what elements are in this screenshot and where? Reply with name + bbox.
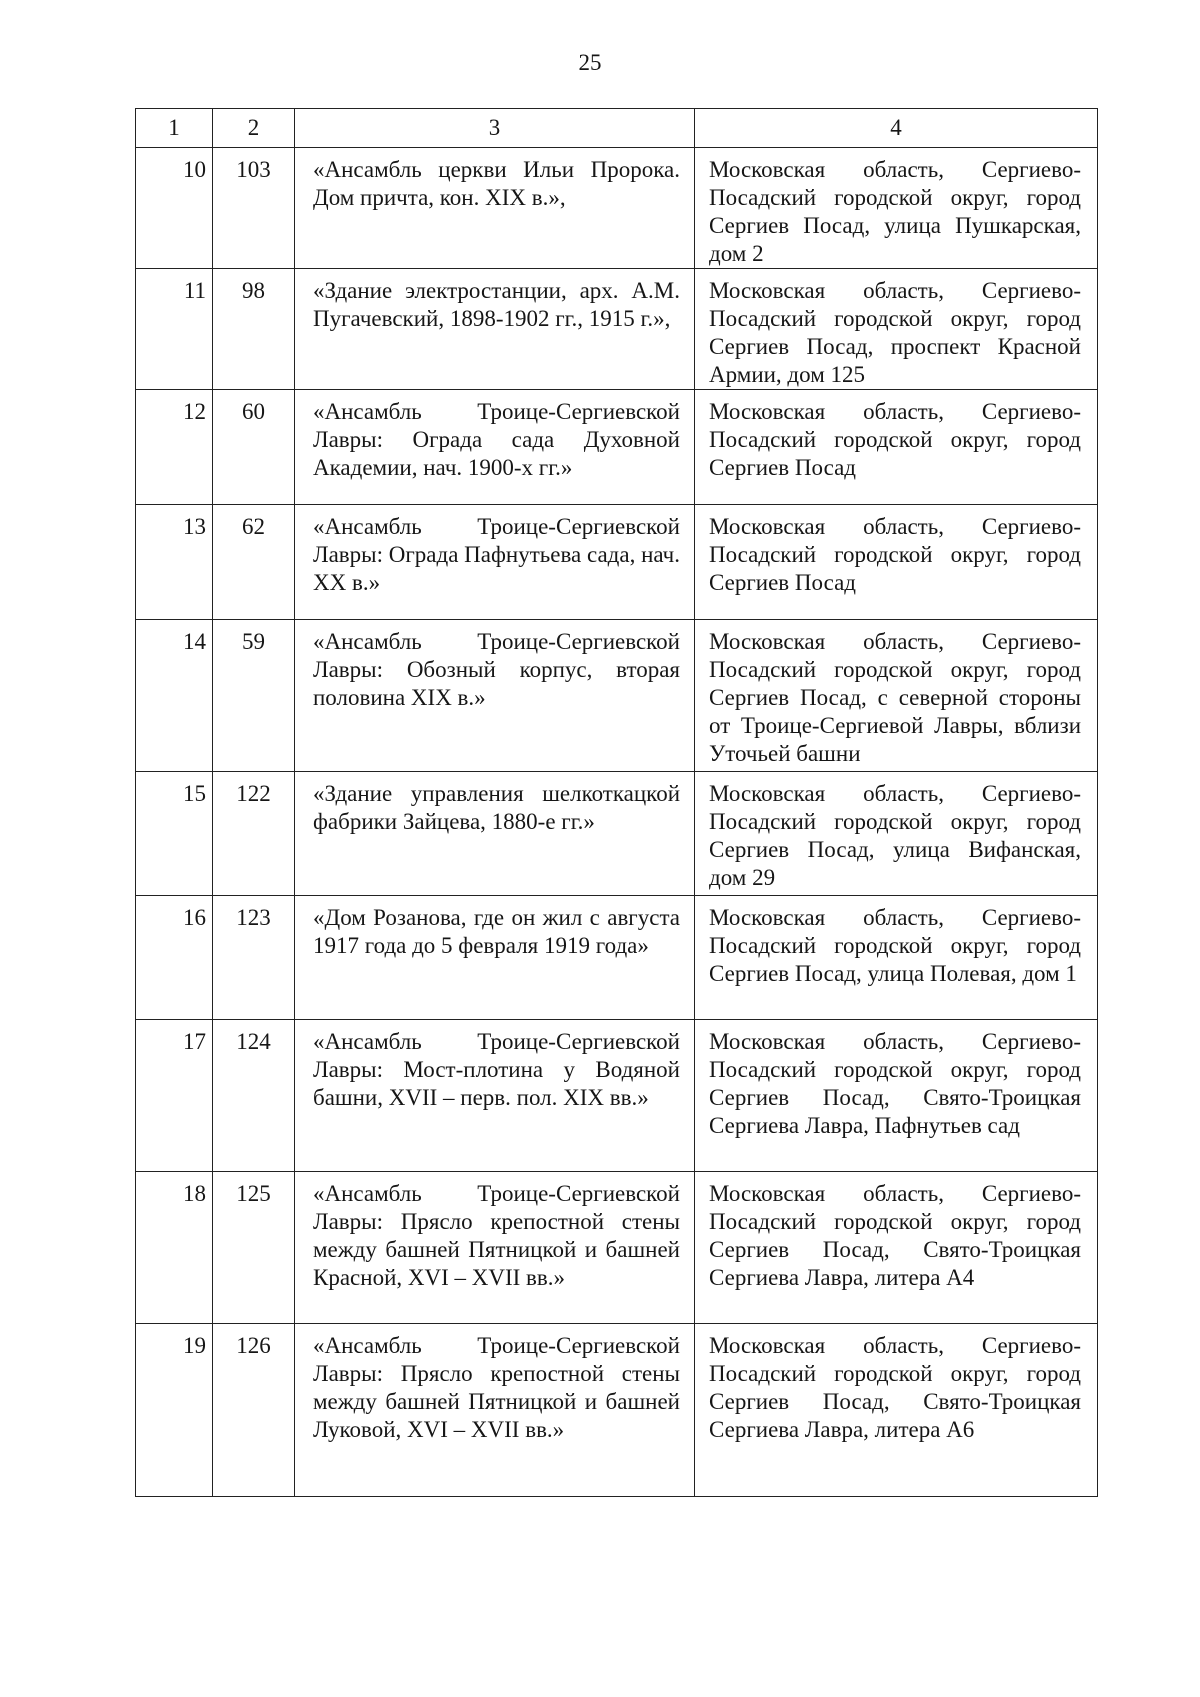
row-number: 13 bbox=[136, 505, 213, 620]
row-number: 10 bbox=[136, 148, 213, 269]
object-name: «Ансамбль Троице-Сергиевской Лавры: Прясло крепостной стены между башней Пятницкой и башней Луковой, XVI – XVII вв.» bbox=[295, 1324, 695, 1497]
object-name: «Ансамбль Троице-Сергиевской Лавры: Прясло крепостной стены между башней Пятницкой и башней Красной, XVI – XVII вв.» bbox=[295, 1172, 695, 1324]
object-name: «Ансамбль Троице-Сергиевской Лавры: Ограда сада Духовной Академии, нач. 1900-х гг.» bbox=[295, 390, 695, 505]
object-address: Московская область, Сергиево-Посадский городской округ, город Сергиев Посад, с северной стороны от Троице-Сергиевой Лавры, вблизи Уточьей башни bbox=[695, 620, 1098, 772]
row-number: 15 bbox=[136, 772, 213, 896]
object-address: Московская область, Сергиево-Посадский городской округ, город Сергиев Посад, Свято-Троицкая Сергиева Лавра, Пафнутьев сад bbox=[695, 1020, 1098, 1172]
table-row bbox=[136, 896, 1098, 1020]
table-row bbox=[136, 269, 1098, 390]
object-name: «Ансамбль Троице-Сергиевской Лавры: Мост-плотина у Водяной башни, XVII – перв. пол. XIX вв.» bbox=[295, 1020, 695, 1172]
column-header-4: 4 bbox=[695, 109, 1098, 148]
object-name: «Ансамбль Троице-Сергиевской Лавры: Ограда Пафнутьева сада, нач. XX в.» bbox=[295, 505, 695, 620]
column-header-2: 2 bbox=[213, 109, 295, 148]
table-row bbox=[136, 772, 1098, 896]
object-id: 125 bbox=[213, 1172, 295, 1324]
object-address: Московская область, Сергиево-Посадский городской округ, город Сергиев Посад, Свято-Троицкая Сергиева Лавра, литера А4 bbox=[695, 1172, 1098, 1324]
object-id: 122 bbox=[213, 772, 295, 896]
object-address: Московская область, Сергиево-Посадский городской округ, город Сергиев Посад, проспект Красной Армии, дом 125 bbox=[695, 269, 1098, 390]
object-address: Московская область, Сергиево-Посадский городской округ, город Сергиев Посад bbox=[695, 505, 1098, 620]
object-name: «Ансамбль церкви Ильи Пророка. Дом причта, кон. XIX в.», bbox=[295, 148, 695, 269]
table-row bbox=[136, 505, 1098, 620]
heritage-objects-table bbox=[135, 108, 1098, 1497]
page-number: 25 bbox=[578, 50, 602, 75]
table-row bbox=[136, 1324, 1098, 1497]
object-id: 59 bbox=[213, 620, 295, 772]
object-name: «Ансамбль Троице-Сергиевской Лавры: Обозный корпус, вторая половина XIX в.» bbox=[295, 620, 695, 772]
object-id: 103 bbox=[213, 148, 295, 269]
row-number: 14 bbox=[136, 620, 213, 772]
table-row bbox=[136, 1172, 1098, 1324]
object-name: «Здание управления шелкоткацкой фабрики Зайцева, 1880-е гг.» bbox=[295, 772, 695, 896]
row-number: 18 bbox=[136, 1172, 213, 1324]
row-number: 12 bbox=[136, 390, 213, 505]
table-row bbox=[136, 148, 1098, 269]
table-row bbox=[136, 390, 1098, 505]
row-number: 19 bbox=[136, 1324, 213, 1497]
table-header-row bbox=[136, 109, 1098, 148]
object-address: Московская область, Сергиево-Посадский городской округ, город Сергиев Посад, улица Вифанская, дом 29 bbox=[695, 772, 1098, 896]
object-name: «Здание электростанции, арх. А.М. Пугачевский, 1898-1902 гг., 1915 г.», bbox=[295, 269, 695, 390]
object-id: 98 bbox=[213, 269, 295, 390]
column-header-3: 3 bbox=[295, 109, 695, 148]
column-header-1: 1 bbox=[136, 109, 213, 148]
object-id: 123 bbox=[213, 896, 295, 1020]
object-name: «Дом Розанова, где он жил с августа 1917 года до 5 февраля 1919 года» bbox=[295, 896, 695, 1020]
object-address: Московская область, Сергиево-Посадский городской округ, город Сергиев Посад bbox=[695, 390, 1098, 505]
object-id: 126 bbox=[213, 1324, 295, 1497]
table-row bbox=[136, 620, 1098, 772]
row-number: 16 bbox=[136, 896, 213, 1020]
table-row bbox=[136, 1020, 1098, 1172]
object-address: Московская область, Сергиево-Посадский городской округ, город Сергиев Посад, Свято-Троицкая Сергиева Лавра, литера А6 bbox=[695, 1324, 1098, 1497]
row-number: 11 bbox=[136, 269, 213, 390]
object-address: Московская область, Сергиево-Посадский городской округ, город Сергиев Посад, улица Полевая, дом 1 bbox=[695, 896, 1098, 1020]
object-id: 124 bbox=[213, 1020, 295, 1172]
object-id: 62 bbox=[213, 505, 295, 620]
row-number: 17 bbox=[136, 1020, 213, 1172]
object-id: 60 bbox=[213, 390, 295, 505]
object-address: Московская область, Сергиево-Посадский городской округ, город Сергиев Посад, улица Пушкарская, дом 2 bbox=[695, 148, 1098, 269]
